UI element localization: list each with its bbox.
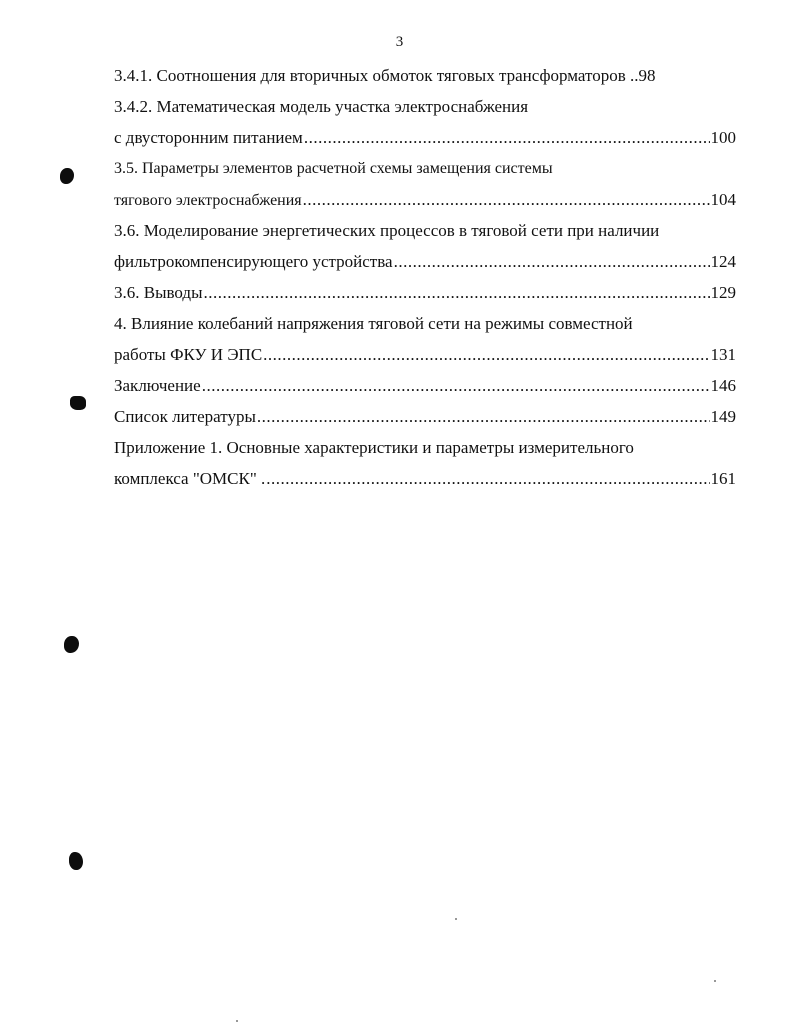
dot-leader xyxy=(257,401,710,432)
toc-entry-3-6-cont xyxy=(114,246,736,277)
toc-entry-title: с двусторонним питанием xyxy=(114,128,303,147)
scan-speck xyxy=(714,980,716,982)
toc-entry-page: 104 xyxy=(710,190,736,209)
page-number: 3 xyxy=(395,34,404,50)
toc-entry-title: 3.5. Параметры элементов расчетной схемы замещения системы xyxy=(114,160,553,177)
dot-leader xyxy=(202,370,710,401)
toc-entry-4 xyxy=(114,308,736,339)
toc-entry-references xyxy=(114,401,736,432)
toc-entry-title: Список литературы xyxy=(114,407,256,426)
toc-entry-page: 146 xyxy=(710,376,736,395)
toc-entry-title: работы ФКУ И ЭПС xyxy=(114,345,263,364)
binder-hole-mark xyxy=(64,636,79,653)
binder-hole-mark xyxy=(60,168,74,184)
toc-entry-title: 4. Влияние колебаний напряжения тяговой сети на режимы совместной xyxy=(114,314,633,333)
toc-entry-title: 3.4.1. Соотношения для вторичных обмоток тяговых трансформаторов .. xyxy=(114,66,639,85)
toc-entry-title: Приложение 1. Основные характеристики и параметры измерительного xyxy=(114,438,634,457)
toc-entry-title: 3.6. Выводы xyxy=(114,283,203,302)
toc-entry-page: 149 xyxy=(710,407,736,426)
toc-entry-page: 131 xyxy=(710,345,736,364)
toc-entry-3-4-1 xyxy=(114,60,736,91)
toc-entry-title: 3.4.2. Математическая модель участка электроснабжения xyxy=(114,97,529,116)
toc-entry-3-4-2 xyxy=(114,91,736,122)
binder-hole-mark xyxy=(70,396,86,410)
toc-entry-page: 98 xyxy=(638,66,656,85)
toc-entry-page: 161 xyxy=(710,469,736,488)
toc-entry-conclusion xyxy=(114,370,736,401)
toc-entry-3-5 xyxy=(114,153,736,184)
toc-entry-title: тягового электроснабжения xyxy=(114,192,302,209)
binder-hole-mark xyxy=(69,852,83,870)
toc-entry-title: фильтрокомпенсирующего устройства xyxy=(114,252,393,271)
toc-entry-page: 129 xyxy=(710,283,736,302)
toc-entry-appendix-1-cont xyxy=(114,463,736,494)
scan-speck xyxy=(455,918,457,920)
toc-entry-title: комплекса "ОМСК" . xyxy=(114,469,266,488)
dot-leader xyxy=(263,339,709,370)
toc-entry-title: Заключение xyxy=(114,376,201,395)
dot-leader xyxy=(303,184,710,215)
dot-leader xyxy=(394,246,710,277)
toc-entry-page: 124 xyxy=(710,252,736,271)
dot-leader xyxy=(266,463,709,494)
toc-entry-3-5-cont xyxy=(114,184,736,215)
toc-entry-appendix-1 xyxy=(114,432,736,463)
toc-entry-4-cont xyxy=(114,339,736,370)
toc-entry-3-6-conclusions xyxy=(114,277,736,308)
dot-leader xyxy=(204,277,710,308)
toc-entry-title: 3.6. Моделирование энергетических процессов в тяговой сети при наличии xyxy=(114,221,660,240)
table-of-contents xyxy=(114,60,736,494)
scan-speck xyxy=(236,1020,238,1022)
toc-entry-3-6 xyxy=(114,215,736,246)
dot-leader xyxy=(304,122,710,153)
toc-entry-page: 100 xyxy=(710,128,736,147)
toc-entry-3-4-2-cont xyxy=(114,122,736,153)
